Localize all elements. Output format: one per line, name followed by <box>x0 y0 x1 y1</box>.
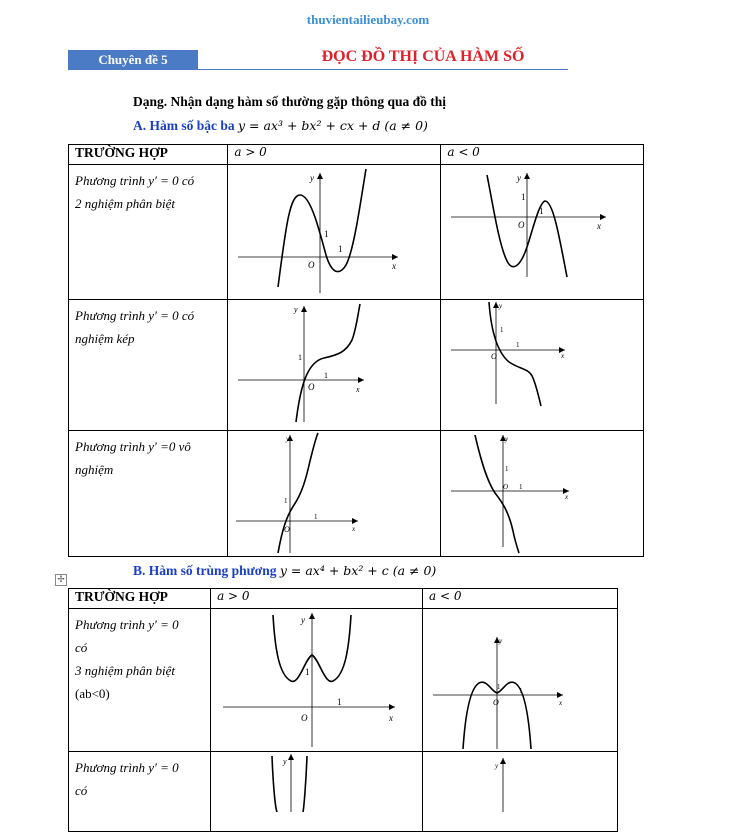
svg-text:x: x <box>561 352 565 360</box>
svg-text:y: y <box>286 435 290 443</box>
section-b-heading <box>133 563 436 579</box>
svg-text:x: x <box>356 385 360 394</box>
case-one-root <box>69 752 211 832</box>
svg-text:x: x <box>565 493 569 501</box>
svg-text:x: x <box>597 221 602 231</box>
svg-text:1: 1 <box>298 353 303 362</box>
svg-text:x: x <box>392 261 397 271</box>
svg-text:O: O <box>518 220 525 230</box>
graph-quartic-pos-three-roots <box>211 609 423 752</box>
header-case: TRƯỜNG HỢP <box>69 589 211 609</box>
svg-text:1: 1 <box>521 192 526 202</box>
svg-text:x: x <box>352 525 356 533</box>
topic-heading: Dạng. Nhận dạng hàm số thường gặp thông qua đồ thị <box>133 94 447 109</box>
svg-text:1: 1 <box>516 341 520 349</box>
table-move-handle-icon[interactable]: ✢ <box>55 574 67 586</box>
case-text-line: Phương trình y′ = 0 <box>75 760 179 775</box>
svg-text:y: y <box>294 305 298 314</box>
svg-text:O: O <box>503 483 509 491</box>
svg-text:1: 1 <box>500 326 504 334</box>
case-double-root <box>69 300 228 431</box>
header-a-positive: a > 0 <box>211 589 423 609</box>
chapter-badge: Chuyên đề 5 <box>68 50 198 69</box>
header-a-negative: a < 0 <box>423 589 618 609</box>
svg-text:1: 1 <box>505 465 509 473</box>
graph-quartic-neg-three-roots <box>423 609 618 752</box>
section-b-formula: y = ax⁴ + bx² + c (a ≠ 0) <box>279 563 437 578</box>
svg-text:O: O <box>491 352 498 361</box>
table-cubic <box>68 144 644 557</box>
svg-text:O: O <box>301 713 308 723</box>
svg-text:1: 1 <box>539 206 544 216</box>
svg-text:y: y <box>283 757 287 766</box>
svg-text:x: x <box>559 699 563 707</box>
svg-text:y: y <box>499 302 503 310</box>
svg-text:1: 1 <box>497 683 501 691</box>
case-text-line: Phương trình y′ =0 vô <box>75 439 191 454</box>
svg-text:O: O <box>284 525 291 534</box>
chapter-header <box>68 50 568 70</box>
section-a-heading <box>133 118 428 134</box>
case-text-line: nghiệm kép <box>75 331 135 346</box>
case-text-line: có <box>75 783 88 798</box>
graph-cubic-neg-no-root <box>441 431 644 557</box>
graph-quartic-neg-one-root <box>423 752 618 832</box>
svg-text:O: O <box>308 382 315 392</box>
svg-text:1: 1 <box>314 513 318 521</box>
svg-text:y: y <box>517 173 522 183</box>
svg-text:y: y <box>301 615 306 625</box>
svg-text:y: y <box>495 762 499 770</box>
section-a-label: A. Hàm số bậc ba <box>133 118 235 133</box>
svg-text:1: 1 <box>338 244 343 254</box>
case-text-line: Phương trình y′ = 0 <box>75 617 179 632</box>
case-text-line: 2 nghiệm phân biệt <box>75 196 176 211</box>
header-a-positive: a > 0 <box>228 145 441 165</box>
case-text-line: 3 nghiệm phân biệt <box>75 663 176 678</box>
case-text-line: Phương trình y′ = 0 có <box>75 173 195 188</box>
header-a-negative: a < 0 <box>441 145 644 165</box>
svg-text:y: y <box>505 435 509 443</box>
case-text-line: (ab<0) <box>75 686 110 701</box>
svg-text:1: 1 <box>337 697 342 707</box>
svg-text:y: y <box>310 173 315 183</box>
case-two-roots <box>69 165 228 300</box>
graph-quartic-pos-one-root <box>211 752 423 832</box>
chapter-title: ĐỌC ĐỒ THỊ CỦA HÀM SỐ <box>321 48 525 65</box>
graph-cubic-neg-two-roots <box>441 165 644 300</box>
table-biquadratic <box>68 588 618 832</box>
case-text-line: nghiệm <box>75 462 114 477</box>
svg-text:1: 1 <box>324 371 329 380</box>
svg-text:1: 1 <box>305 667 310 677</box>
svg-text:1: 1 <box>324 229 329 239</box>
svg-text:O: O <box>493 698 499 707</box>
case-three-roots <box>69 609 211 752</box>
svg-text:y: y <box>499 637 503 645</box>
svg-text:1: 1 <box>519 483 523 491</box>
section-b-label: B. Hàm số trùng phương <box>133 563 277 578</box>
svg-text:x: x <box>389 713 394 723</box>
graph-cubic-pos-no-root <box>228 431 441 557</box>
graph-cubic-pos-two-roots <box>228 165 441 300</box>
header-case: TRƯỜNG HỢP <box>69 145 228 165</box>
graph-cubic-neg-double-root <box>441 300 644 431</box>
site-watermark: thuvientailieubay.com <box>306 12 430 27</box>
svg-text:1: 1 <box>519 687 523 695</box>
svg-text:1: 1 <box>284 497 288 505</box>
graph-cubic-pos-double-root <box>228 300 441 431</box>
case-text-line: có <box>75 640 88 655</box>
section-a-formula: y = ax³ + bx² + cx + d (a ≠ 0) <box>238 118 428 133</box>
svg-text:O: O <box>308 260 315 270</box>
case-text-line: Phương trình y′ = 0 có <box>75 308 195 323</box>
case-no-root <box>69 431 228 557</box>
